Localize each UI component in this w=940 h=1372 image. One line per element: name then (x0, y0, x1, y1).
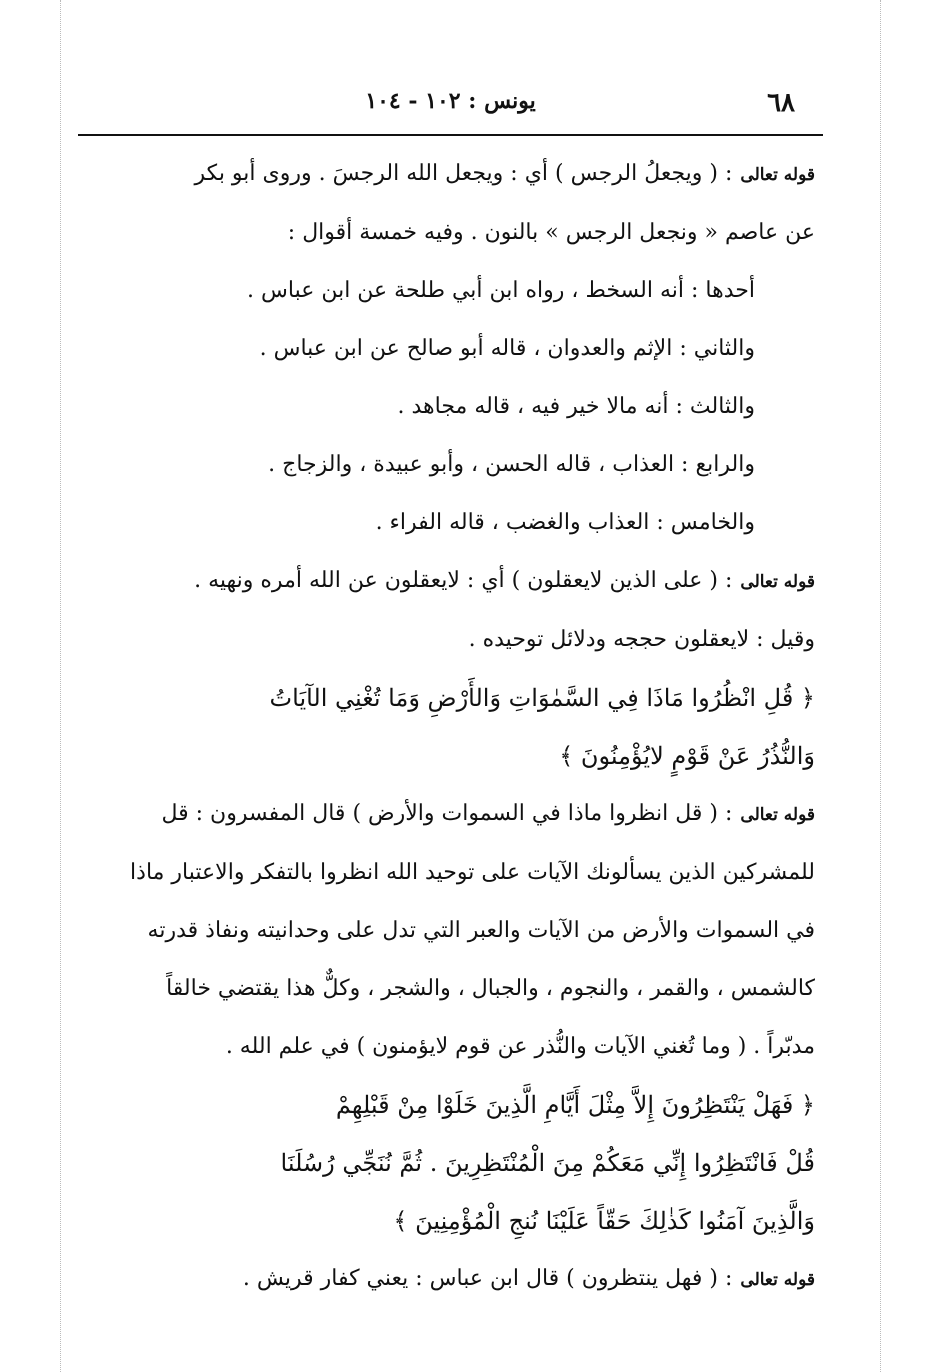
line-text: والخامس : العذاب والغضب ، قاله الفراء . (375, 510, 755, 535)
line-text: وَالنُّذُرُ عَنْ قَوْمٍ لايُؤْمِنُونَ ﴾ (559, 742, 815, 770)
quran-verse-line (80, 1134, 815, 1192)
line-text: ﴿ فَهَلْ يَنْتَظِرُونَ إِلاَّ مِثْلَ أَيَّامِ الَّذِينَ خَلَوْا مِنْ قَبْلِهِمْ (335, 1091, 815, 1119)
line-text: : ( فهل ينتظرون ) قال ابن عباس : يعني كفار قريش . (242, 1266, 733, 1291)
quran-verse-line (80, 1192, 815, 1250)
line-text: قُلْ فَانْتَظِرُوا إِنِّي مَعَكُمْ مِنَ الْمُنْتَظِرِينَ . ثُمَّ نُنَجِّي رُسُلَنَا (280, 1149, 815, 1177)
text-line (80, 611, 815, 669)
line-text: كالشمس ، والقمر ، والنجوم ، والجبال ، والشجر ، وكلٌّ هذا يقتضي خالقاً (166, 976, 815, 1001)
line-label: قوله تعالى (740, 1270, 815, 1290)
line-text: عن عاصم « ونجعل الرجس » بالنون . وفيه خمسة أقوال : (287, 220, 815, 245)
text-line (80, 960, 815, 1018)
text-line (80, 378, 815, 436)
line-text: في السموات والأرض من الآيات والعبر التي تدل على وحدانيته ونفاذ قدرته (147, 918, 815, 943)
text-line (80, 902, 815, 960)
text-line (80, 1018, 815, 1076)
line-text: أحدها : أنه السخط ، رواه ابن أبي طلحة عن ابن عباس . (247, 278, 755, 303)
line-text: وَالَّذِينَ آمَنُوا كَذٰلِكَ حَقّاً عَلَيْنَا نُنجِ الْمُؤْمِنِينَ ﴾ (393, 1207, 815, 1235)
text-line (80, 494, 815, 552)
text-line (80, 1250, 815, 1309)
line-text: والرابع : العذاب ، قاله الحسن ، وأبو عبيدة ، والزجاج . (268, 452, 755, 477)
line-label: قوله تعالى (740, 165, 815, 185)
page-body (80, 145, 815, 1309)
page-number: ٦٨ (767, 88, 795, 118)
text-line (80, 262, 815, 320)
line-text: للمشركين الذين يسألونك الآيات على توحيد الله انظروا بالتفكر والاعتبار ماذا (130, 860, 815, 885)
running-head: يونس : ١٠٢ - ١٠٤ (365, 88, 536, 114)
text-line (80, 552, 815, 611)
line-text: والثالث : أنه مالا خير فيه ، قاله مجاهد . (397, 394, 755, 419)
text-line (80, 844, 815, 902)
line-text: : ( ويجعلُ الرجس ) أي : ويجعل الله الرجسَ . وروى أبو بكر (194, 161, 733, 186)
text-line (80, 785, 815, 844)
quran-verse-line (80, 669, 815, 727)
header-rule (78, 134, 823, 136)
line-text: : ( قل انظروا ماذا في السموات والأرض ) قال المفسرون : قل (161, 801, 733, 826)
scan-edge-right (880, 0, 881, 1372)
quran-verse-line (80, 1076, 815, 1134)
text-line (80, 145, 815, 204)
text-line (80, 204, 815, 262)
quran-verse-line (80, 727, 815, 785)
line-text: : ( على الذين لايعقلون ) أي : لايعقلون عن الله أمره ونهيه . (194, 568, 733, 593)
line-text: مدبّراً . ( وما تُغني الآيات والنُّذر عن قوم لايؤمنون ) في علم الله . (225, 1034, 815, 1059)
line-text: والثاني : الإثم والعدوان ، قاله أبو صالح عن ابن عباس . (259, 336, 755, 361)
line-text: ﴿ قُلِ انْظُرُوا مَاذَا فِي السَّمٰوَاتِ وَالأَرْضِ وَمَا تُغْنِي الآيَاتُ (269, 684, 815, 712)
line-label: قوله تعالى (740, 805, 815, 825)
line-label: قوله تعالى (740, 572, 815, 592)
text-line (80, 436, 815, 494)
scan-edge-left (60, 0, 61, 1372)
page-header (78, 88, 823, 124)
line-text: وقيل : لايعقلون حججه ودلائل توحيده . (468, 627, 815, 652)
text-line (80, 320, 815, 378)
